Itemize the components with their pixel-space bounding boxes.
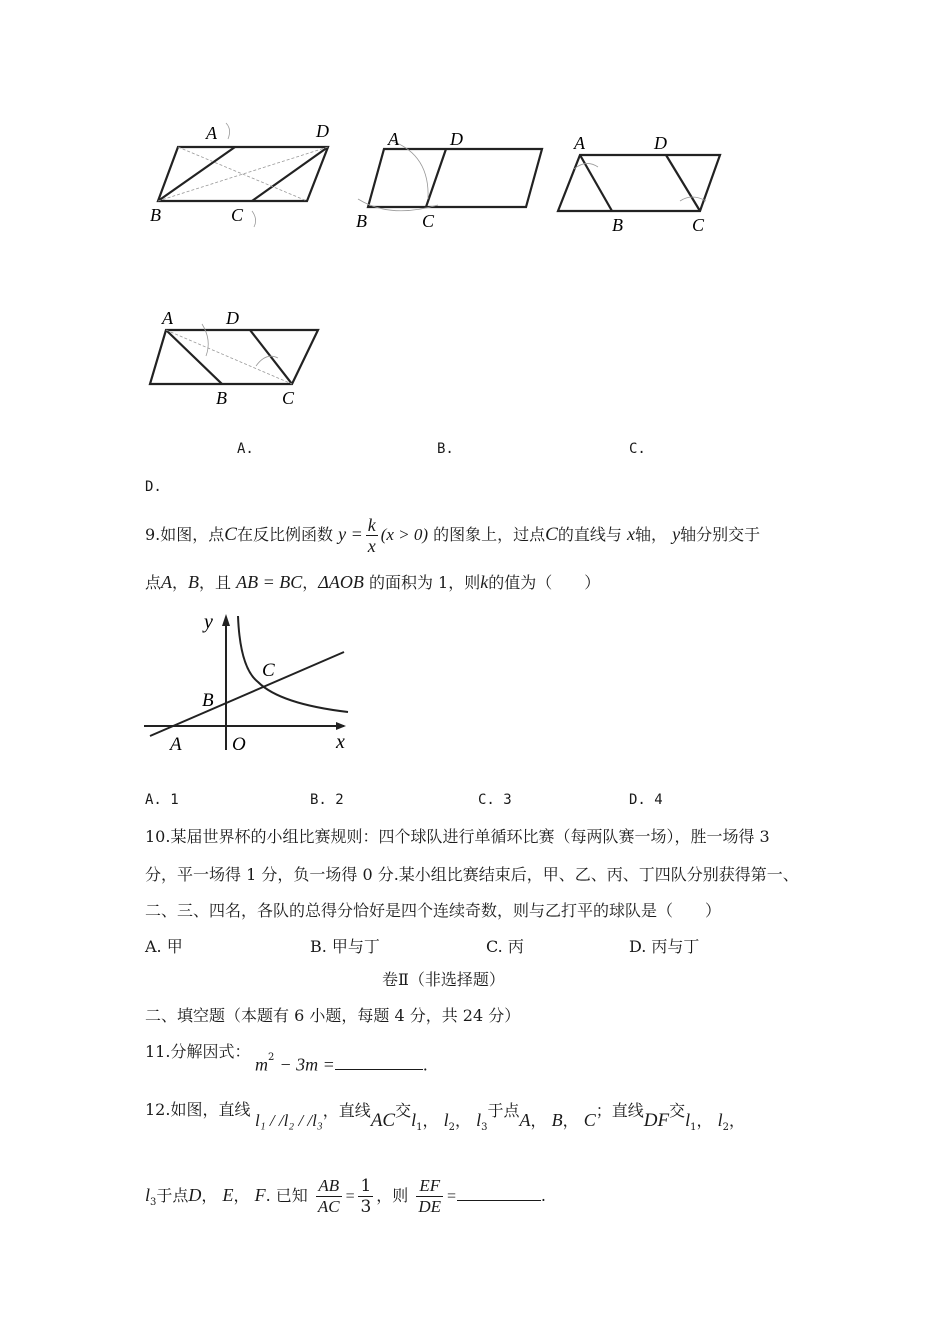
fig-a-label-C: C: [231, 205, 244, 225]
q8-figure-b: [350, 125, 550, 235]
fig-c-label-B: B: [612, 215, 623, 235]
q12-fraction-one-third: $\frac{1}{3}$: [360, 1176, 372, 1217]
q10-option-a[interactable]: A. 甲: [145, 937, 183, 956]
q9-option-d[interactable]: D. 4: [629, 792, 663, 808]
q11-answer-blank[interactable]: [335, 1069, 423, 1070]
graph-label-O: O: [232, 734, 246, 755]
fig-c-label-C: C: [692, 215, 705, 235]
fig-c-label-A: A: [574, 133, 585, 153]
fig-b-label-A: A: [388, 129, 399, 149]
q9-line2: 点A，B，且 AB = BC，ΔAOB 的面积为 1，则k的值为（ ）: [145, 572, 601, 592]
fig-d-label-D: D: [226, 308, 239, 328]
q12-answer-blank[interactable]: [457, 1200, 541, 1201]
q12-fraction-ab-ac: $\frac{AB}{AC}$: [317, 1176, 340, 1216]
q8-figure-d: [140, 300, 330, 415]
q9-option-c[interactable]: C. 3: [478, 792, 512, 808]
q10-line3: 二、三、四名，各队的总得分恰好是四个连续奇数，则与乙打平的球队是（ ）: [145, 901, 722, 920]
q12-line2: $l_3$于点D， E， F. 已知 $\frac{AB}{AC}$ = $\frac{1}{3}$ ，则 $\frac{EF}{DE}$ = .: [145, 1176, 546, 1217]
q12-line1: l₁ / /l₂ / /l₃，直线AC交$l_1$， $l_2$， $l_3$于点A， B， C；直线DF交$l_1$， $l_2$，: [255, 1101, 746, 1134]
section-heading: 二、填空题（本题有 6 小题，每题 4 分，共 24 分）: [145, 1006, 521, 1025]
q12-label: 12.如图，直线: [145, 1100, 251, 1119]
q8-option-b[interactable]: B.: [437, 441, 454, 457]
fig-a-label-A: A: [206, 123, 217, 143]
q8-option-d[interactable]: D.: [145, 479, 162, 495]
graph-label-A: A: [170, 734, 182, 755]
q8-option-c[interactable]: C.: [629, 441, 646, 457]
fig-b-label-D: D: [450, 129, 463, 149]
q8-figure-c: [550, 125, 730, 240]
q10-line1: 10.某届世界杯的小组比赛规则：四个球队进行单循环比赛（每两队赛一场），胜一场得 3: [145, 827, 770, 846]
q11-expression: $m^2 - 3m$ = .: [255, 1052, 428, 1075]
fig-b-label-C: C: [422, 211, 435, 231]
q9-option-a[interactable]: A. 1: [145, 792, 179, 808]
q8-option-a[interactable]: A.: [237, 441, 254, 457]
q9-option-b[interactable]: B. 2: [310, 792, 344, 808]
q9-line1: 9.如图，点C在反比例函数 y = $\frac{k}{x}$ (x > 0) 的图象上，过点C的直线与 x轴， y轴分别交于: [145, 515, 761, 556]
q8-figure-a: [140, 115, 350, 230]
q9-fraction: $\frac{k}{x}$: [367, 515, 376, 556]
fig-c-label-D: D: [654, 133, 667, 153]
graph-label-C: C: [262, 660, 275, 681]
fig-d-label-C: C: [282, 388, 295, 408]
q9-graph: [140, 608, 360, 758]
graph-label-B: B: [202, 690, 214, 711]
fig-b-label-B: B: [356, 211, 367, 231]
fig-d-label-B: B: [216, 388, 227, 408]
fig-a-label-D: D: [316, 121, 329, 141]
fig-a-label-B: B: [150, 205, 161, 225]
fig-d-label-A: A: [162, 308, 173, 328]
q12-fraction-ef-de: $\frac{EF}{DE}$: [418, 1176, 442, 1216]
q10-option-b[interactable]: B. 甲与丁: [310, 937, 380, 956]
q10-option-c[interactable]: C. 丙: [486, 937, 524, 956]
q10-option-d[interactable]: D. 丙与丁: [629, 937, 700, 956]
graph-label-x: x: [336, 731, 345, 753]
section-title: 卷Ⅱ（非选择题）: [382, 970, 505, 989]
q10-line2: 分，平一场得 1 分，负一场得 0 分.某小组比赛结束后，甲、乙、丙、丁四队分别获得第一、: [145, 865, 799, 884]
q11-label: 11.分解因式：: [145, 1042, 251, 1061]
graph-label-y: y: [204, 611, 213, 633]
